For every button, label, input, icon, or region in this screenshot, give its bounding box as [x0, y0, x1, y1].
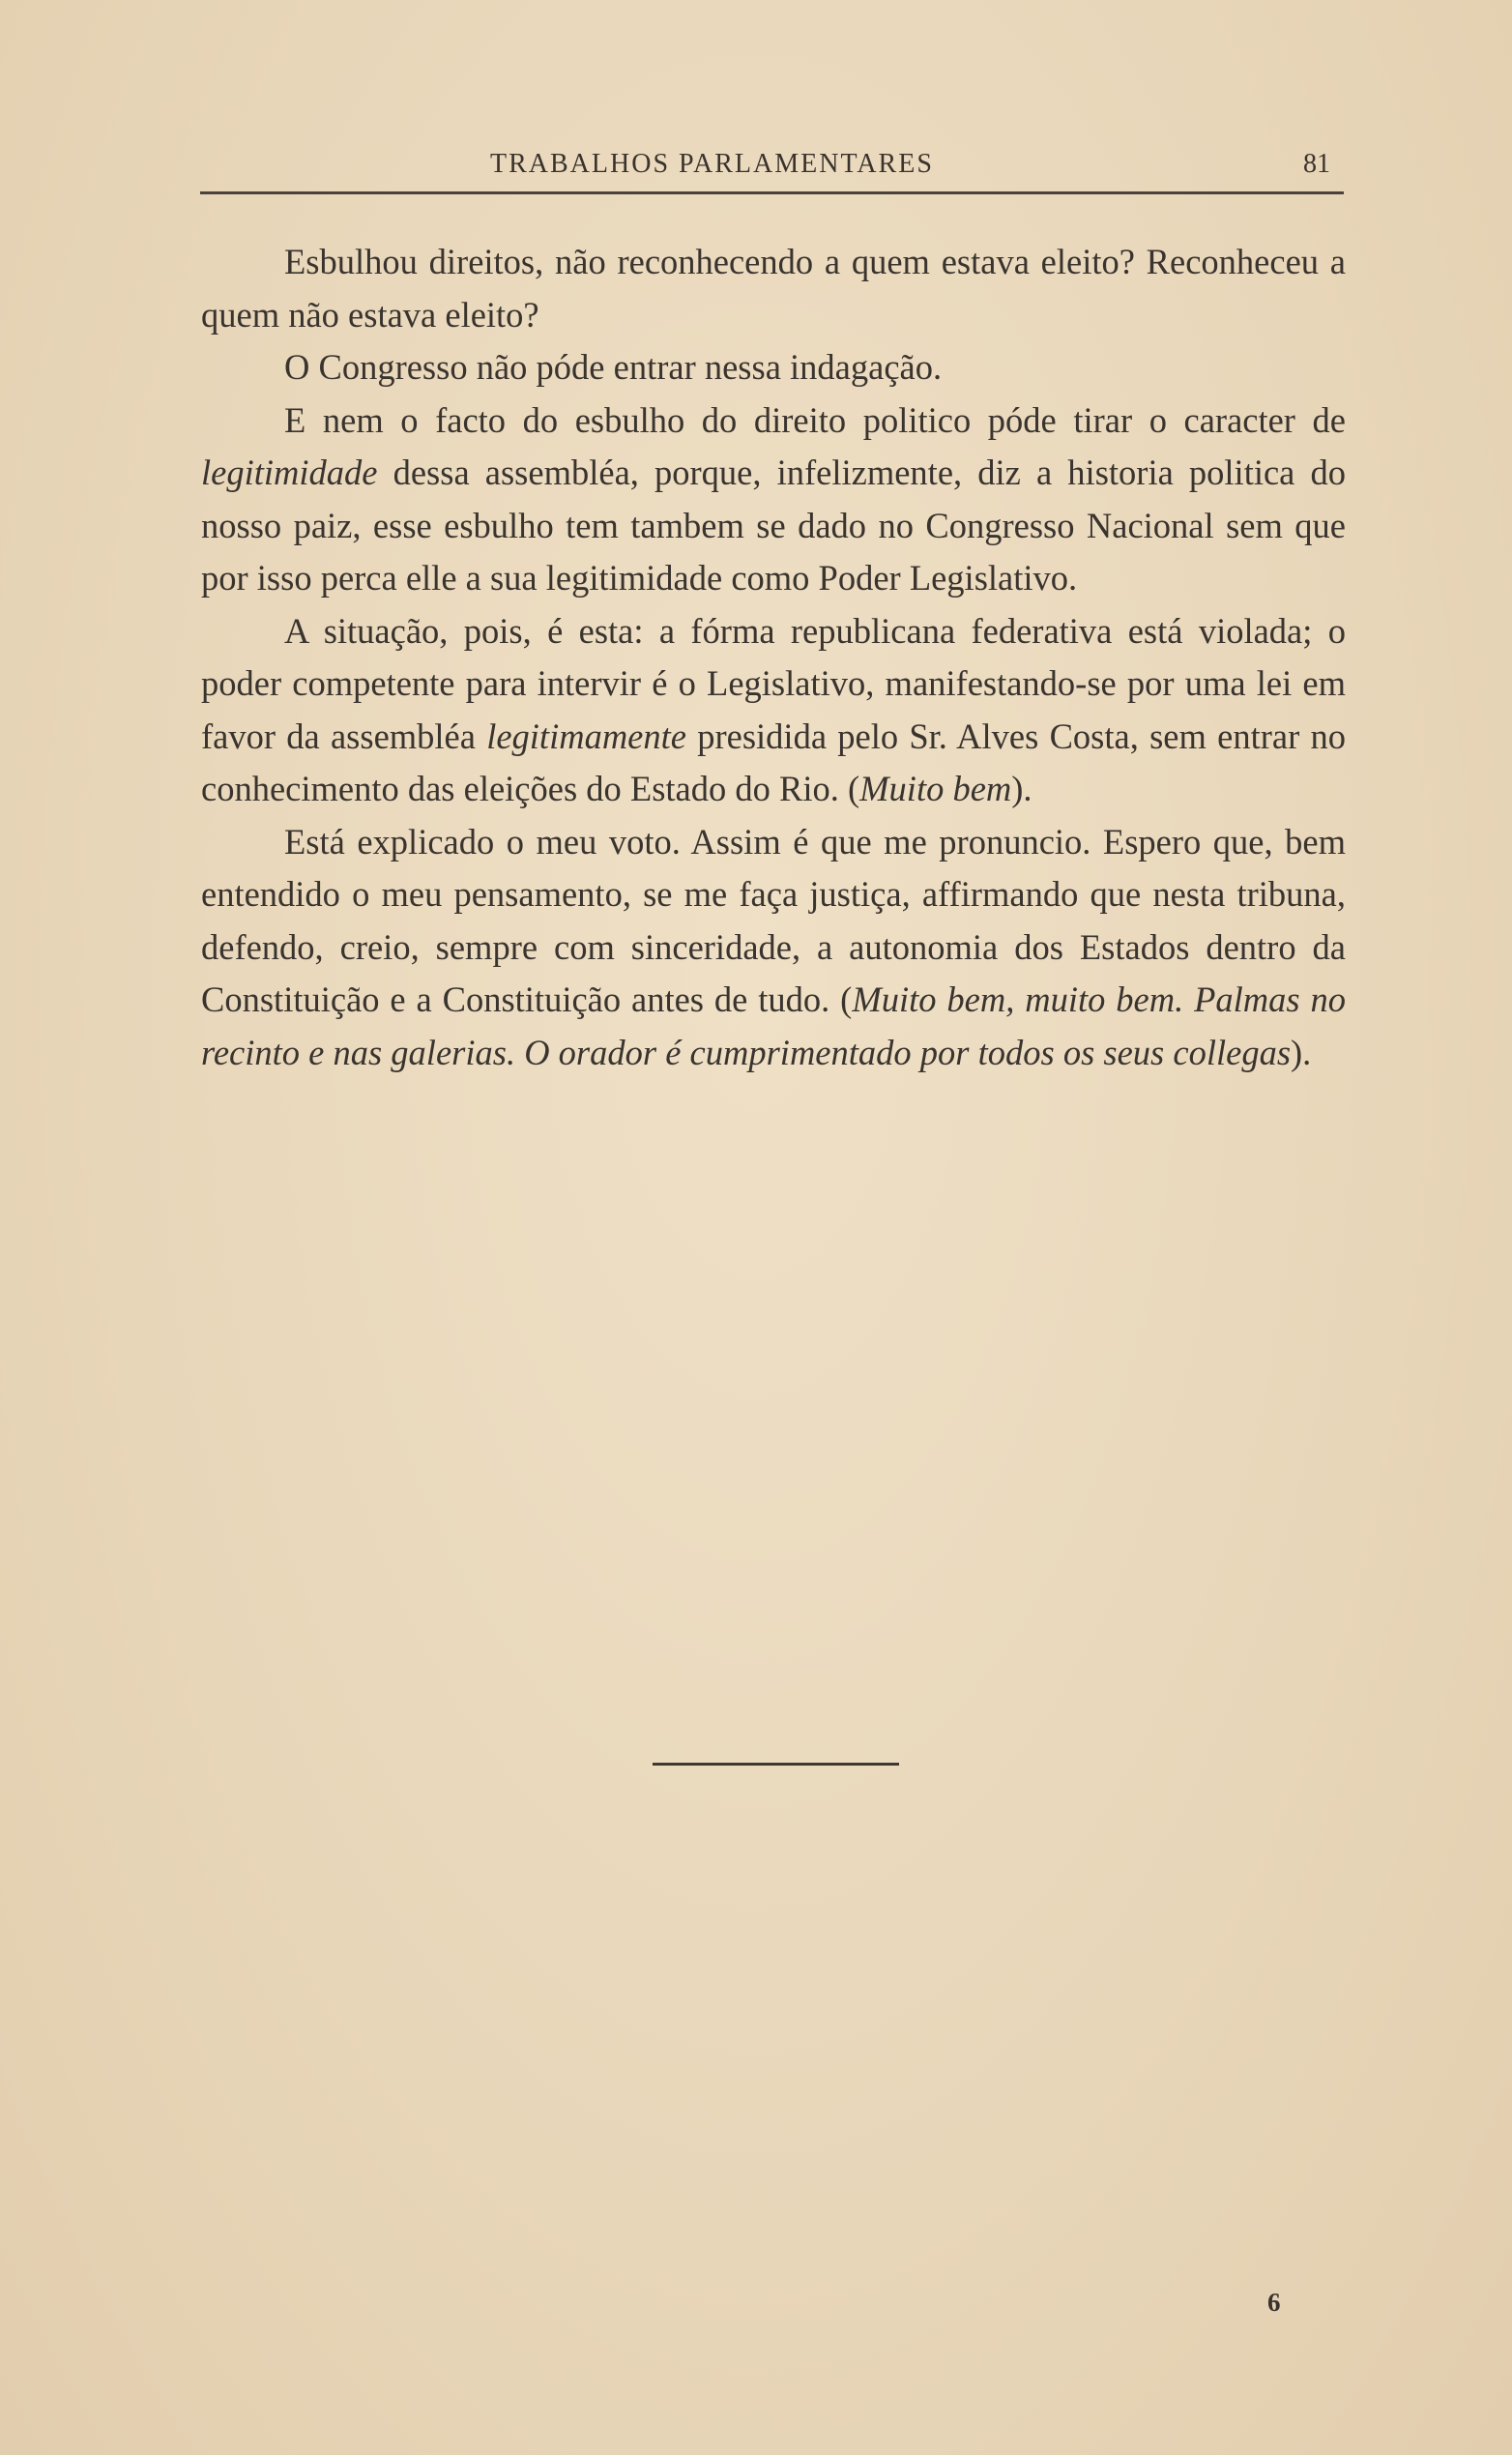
page-header [200, 143, 1344, 191]
paragraph-5-italic: Muito bem, muito bem. Palmas no recinto e nas galerias. O orador é cumprimentado por todos os seus collegas [201, 979, 1347, 1072]
paragraph-3-text-b: dessa assembléa, porque, infelizmente, diz a historia politica do nosso paiz, esse esbulho tem tambem se dado no Congresso Nacional sem que por isso perca elle a sua legitimidade como Poder Legislativo. [201, 453, 1346, 598]
paragraph-3 [201, 395, 1346, 605]
paragraph-4-italic-b: Muito bem [859, 769, 1012, 808]
paragraph-4-text-a: A situação, pois, é esta: a fórma republicana federativa está violada; o poder competente para intervir é o Legislativo, manifestando-se por uma lei em favor da assembléa [201, 610, 1346, 756]
paragraph-5-text-b: ). [1291, 1032, 1312, 1072]
paragraph-5-text-a: Está explicado o meu voto. Assim é que me pronuncio. Espero que, bem entendido o meu pensamento, se me faça justiça, affirmando que nesta tribuna, defendo, creio, sempre com sinceridade, a autonomia dos Estados dentro da Constituição e a Constituição antes de tudo. ( [201, 821, 1346, 1019]
paragraph-3-italic: legitimidade [201, 453, 378, 492]
paragraph-1 [201, 236, 1346, 341]
body-text [201, 236, 1346, 1079]
paragraph-1-text: Esbulhou direitos, não reconhecendo a quem estava eleito? Reconheceu a quem não estava eleito? [201, 242, 1346, 335]
paragraph-4-text-b: presidida pelo Sr. Alves Costa, sem entrar no conhecimento das eleições do Estado do Rio. ( [201, 716, 1346, 808]
page-number: 81 [1303, 149, 1330, 179]
header-rule [200, 191, 1344, 194]
paragraph-4-text-c: ). [1011, 769, 1032, 808]
paragraph-5 [201, 816, 1346, 1080]
running-title: TRABALHOS PARLAMENTARES [490, 149, 934, 179]
end-rule [653, 1763, 899, 1766]
paragraph-3-text-a: E nem o facto do esbulho do direito politico póde tirar o caracter de [284, 399, 1346, 440]
paragraph-4 [201, 605, 1346, 816]
signature-mark: 6 [1267, 2288, 1281, 2317]
paragraph-2 [201, 341, 1346, 395]
paragraph-4-italic-a: legitimamente [486, 716, 686, 756]
paragraph-2-text: O Congresso não póde entrar nessa indagação. [284, 347, 943, 387]
